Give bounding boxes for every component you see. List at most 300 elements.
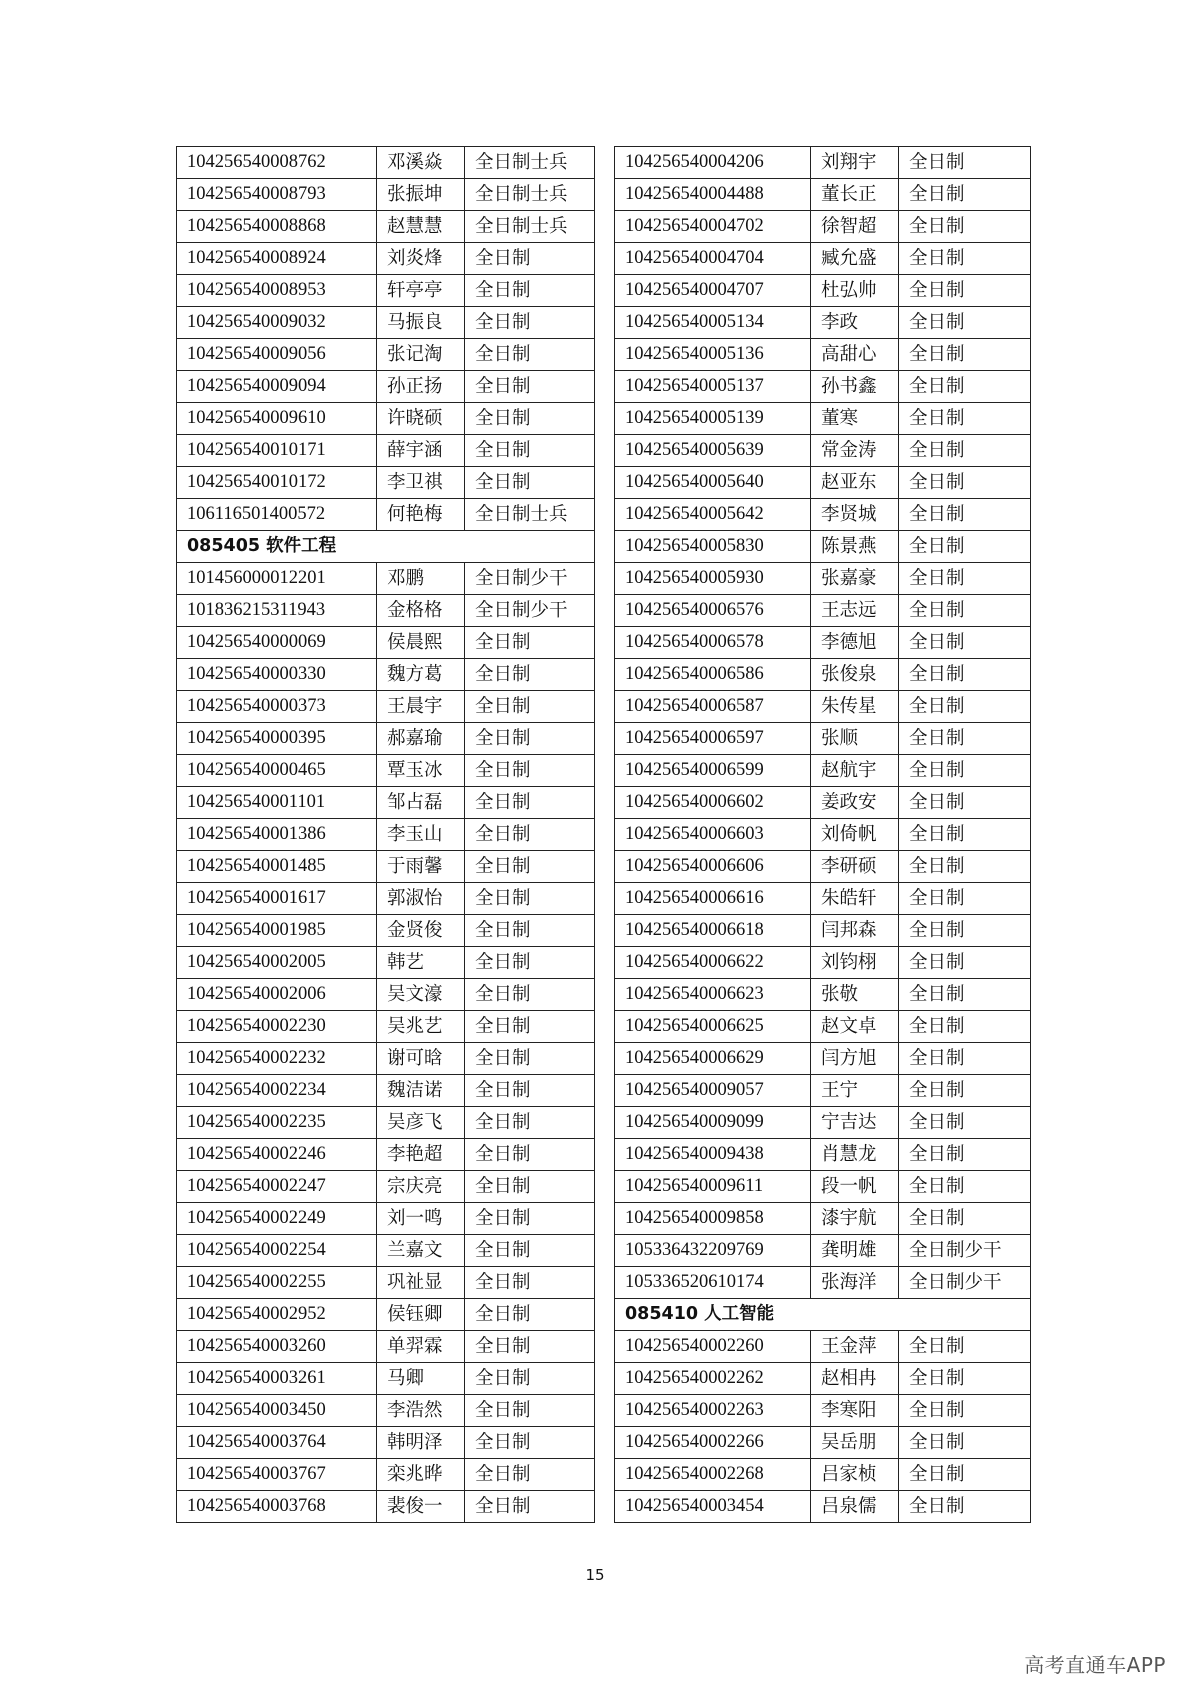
candidate-name-cell: 朱传星: [811, 691, 899, 723]
table-row: [615, 595, 1031, 627]
candidate-name-cell: 张振坤: [377, 179, 465, 211]
study-mode-cell: 全日制: [465, 819, 595, 851]
study-mode-cell: 全日制: [465, 275, 595, 307]
candidate-id-cell: 104256540003767: [177, 1459, 377, 1491]
candidate-id-cell: 104256540000330: [177, 659, 377, 691]
left-roster-table: [176, 146, 595, 1523]
candidate-name-cell: 轩亭亭: [377, 275, 465, 307]
table-row: [615, 851, 1031, 883]
candidate-id-cell: 104256540005640: [615, 467, 811, 499]
candidate-name-cell: 单羿霖: [377, 1331, 465, 1363]
table-row: [177, 1267, 595, 1299]
section-header-label: 085405 软件工程: [177, 531, 595, 563]
study-mode-cell: 全日制: [465, 1235, 595, 1267]
candidate-name-cell: 宗庆亮: [377, 1171, 465, 1203]
candidate-id-cell: 104256540004206: [615, 147, 811, 179]
candidate-name-cell: 王晨宇: [377, 691, 465, 723]
candidate-id-cell: 104256540005830: [615, 531, 811, 563]
study-mode-cell: 全日制: [899, 563, 1031, 595]
candidate-id-cell: 104256540006603: [615, 819, 811, 851]
table-row: [177, 1235, 595, 1267]
table-row: [615, 1491, 1031, 1523]
table-row: [177, 883, 595, 915]
study-mode-cell: 全日制: [899, 1011, 1031, 1043]
candidate-id-cell: 104256540006576: [615, 595, 811, 627]
study-mode-cell: 全日制: [899, 531, 1031, 563]
candidate-id-cell: 104256540004702: [615, 211, 811, 243]
study-mode-cell: 全日制: [899, 915, 1031, 947]
study-mode-cell: 全日制: [465, 723, 595, 755]
candidate-id-cell: 104256540009056: [177, 339, 377, 371]
table-row: [615, 1107, 1031, 1139]
candidate-name-cell: 郝嘉瑜: [377, 723, 465, 755]
candidate-id-cell: 104256540008868: [177, 211, 377, 243]
table-row: [615, 1043, 1031, 1075]
study-mode-cell: 全日制: [899, 883, 1031, 915]
study-mode-cell: 全日制: [899, 819, 1031, 851]
candidate-name-cell: 侯晨熙: [377, 627, 465, 659]
candidate-name-cell: 刘翔宇: [811, 147, 899, 179]
candidate-name-cell: 王宁: [811, 1075, 899, 1107]
candidate-id-cell: 104256540006578: [615, 627, 811, 659]
candidate-name-cell: 李政: [811, 307, 899, 339]
candidate-id-cell: 104256540004488: [615, 179, 811, 211]
study-mode-cell: 全日制: [465, 1427, 595, 1459]
study-mode-cell: 全日制: [465, 1171, 595, 1203]
candidate-name-cell: 李卫祺: [377, 467, 465, 499]
study-mode-cell: 全日制: [465, 1363, 595, 1395]
candidate-name-cell: 杜弘帅: [811, 275, 899, 307]
candidate-id-cell: 104256540008953: [177, 275, 377, 307]
study-mode-cell: 全日制少干: [465, 595, 595, 627]
table-row: [615, 531, 1031, 563]
candidate-name-cell: 赵慧慧: [377, 211, 465, 243]
candidate-id-cell: 104256540006606: [615, 851, 811, 883]
table-row: [177, 1491, 595, 1523]
candidate-id-cell: 104256540006625: [615, 1011, 811, 1043]
candidate-name-cell: 谢可晗: [377, 1043, 465, 1075]
table-row: [615, 979, 1031, 1011]
table-row: [615, 563, 1031, 595]
table-row: [615, 1011, 1031, 1043]
table-row: [177, 915, 595, 947]
candidate-id-cell: 104256540006597: [615, 723, 811, 755]
candidate-id-cell: 104256540006602: [615, 787, 811, 819]
candidate-id-cell: 104256540006616: [615, 883, 811, 915]
candidate-id-cell: 104256540002263: [615, 1395, 811, 1427]
study-mode-cell: 全日制: [899, 851, 1031, 883]
candidate-name-cell: 覃玉冰: [377, 755, 465, 787]
candidate-name-cell: 张顺: [811, 723, 899, 755]
study-mode-cell: 全日制少干: [899, 1267, 1031, 1299]
candidate-name-cell: 王金萍: [811, 1331, 899, 1363]
candidate-name-cell: 臧允盛: [811, 243, 899, 275]
study-mode-cell: 全日制: [899, 339, 1031, 371]
candidate-name-cell: 吴彦飞: [377, 1107, 465, 1139]
study-mode-cell: 全日制: [899, 1395, 1031, 1427]
candidate-id-cell: 104256540005642: [615, 499, 811, 531]
candidate-name-cell: 王志远: [811, 595, 899, 627]
study-mode-cell: 全日制: [899, 1139, 1031, 1171]
candidate-name-cell: 马卿: [377, 1363, 465, 1395]
table-row: [615, 275, 1031, 307]
candidate-name-cell: 刘倚帆: [811, 819, 899, 851]
section-header-row: [177, 531, 595, 563]
candidate-name-cell: 李玉山: [377, 819, 465, 851]
candidate-id-cell: 104256540009438: [615, 1139, 811, 1171]
candidate-name-cell: 陈景燕: [811, 531, 899, 563]
candidate-name-cell: 李艳超: [377, 1139, 465, 1171]
study-mode-cell: 全日制少干: [899, 1235, 1031, 1267]
candidate-name-cell: 徐智超: [811, 211, 899, 243]
candidate-name-cell: 段一帆: [811, 1171, 899, 1203]
study-mode-cell: 全日制: [465, 243, 595, 275]
table-row: [615, 1203, 1031, 1235]
candidate-id-cell: 104256540002268: [615, 1459, 811, 1491]
study-mode-cell: 全日制士兵: [465, 179, 595, 211]
study-mode-cell: 全日制: [465, 339, 595, 371]
candidate-id-cell: 104256540006623: [615, 979, 811, 1011]
table-row: [177, 1139, 595, 1171]
candidate-id-cell: 104256540009099: [615, 1107, 811, 1139]
right-roster-table: [614, 146, 1031, 1523]
candidate-id-cell: 104256540003768: [177, 1491, 377, 1523]
candidate-name-cell: 张敬: [811, 979, 899, 1011]
left-roster-body: [177, 147, 595, 1523]
table-row: [615, 947, 1031, 979]
study-mode-cell: 全日制: [899, 659, 1031, 691]
candidate-name-cell: 魏洁诺: [377, 1075, 465, 1107]
table-row: [177, 403, 595, 435]
table-row: [177, 1203, 595, 1235]
candidate-name-cell: 张俊泉: [811, 659, 899, 691]
table-row: [177, 275, 595, 307]
candidate-name-cell: 吴兆艺: [377, 1011, 465, 1043]
candidate-name-cell: 闫方旭: [811, 1043, 899, 1075]
candidate-name-cell: 金格格: [377, 595, 465, 627]
candidate-id-cell: 104256540002230: [177, 1011, 377, 1043]
candidate-name-cell: 薛宇涵: [377, 435, 465, 467]
candidate-name-cell: 兰嘉文: [377, 1235, 465, 1267]
study-mode-cell: 全日制: [465, 1203, 595, 1235]
table-row: [177, 1427, 595, 1459]
candidate-id-cell: 104256540005639: [615, 435, 811, 467]
candidate-id-cell: 104256540002234: [177, 1075, 377, 1107]
table-row: [177, 787, 595, 819]
candidate-name-cell: 闫邦森: [811, 915, 899, 947]
candidate-id-cell: 104256540002260: [615, 1331, 811, 1363]
candidate-name-cell: 许晓硕: [377, 403, 465, 435]
section-header-label: 085410 人工智能: [615, 1299, 1031, 1331]
study-mode-cell: 全日制: [465, 435, 595, 467]
candidate-name-cell: 孙正扬: [377, 371, 465, 403]
candidate-id-cell: 104256540005137: [615, 371, 811, 403]
table-row: [615, 1331, 1031, 1363]
table-row: [177, 1395, 595, 1427]
table-row: [615, 499, 1031, 531]
study-mode-cell: 全日制: [899, 1331, 1031, 1363]
study-mode-cell: 全日制: [899, 979, 1031, 1011]
candidate-id-cell: 104256540005136: [615, 339, 811, 371]
study-mode-cell: 全日制: [465, 1011, 595, 1043]
table-row: [615, 1395, 1031, 1427]
candidate-name-cell: 吕家桢: [811, 1459, 899, 1491]
study-mode-cell: 全日制: [465, 1267, 595, 1299]
right-roster-body: [615, 147, 1031, 1523]
candidate-name-cell: 侯钰卿: [377, 1299, 465, 1331]
table-row: [615, 883, 1031, 915]
table-row: [615, 915, 1031, 947]
study-mode-cell: 全日制: [899, 787, 1031, 819]
table-row: [177, 1299, 595, 1331]
study-mode-cell: 全日制: [899, 1107, 1031, 1139]
study-mode-cell: 全日制士兵: [465, 147, 595, 179]
table-row: [177, 1459, 595, 1491]
study-mode-cell: 全日制: [899, 1171, 1031, 1203]
study-mode-cell: 全日制: [899, 1491, 1031, 1523]
study-mode-cell: 全日制: [899, 499, 1031, 531]
study-mode-cell: 全日制: [465, 851, 595, 883]
table-row: [615, 1171, 1031, 1203]
table-row: [615, 691, 1031, 723]
candidate-id-cell: 104256540009858: [615, 1203, 811, 1235]
table-row: [615, 403, 1031, 435]
candidate-id-cell: 104256540001617: [177, 883, 377, 915]
candidate-id-cell: 104256540009057: [615, 1075, 811, 1107]
candidate-id-cell: 104256540000395: [177, 723, 377, 755]
candidate-id-cell: 101836215311943: [177, 595, 377, 627]
study-mode-cell: 全日制: [899, 755, 1031, 787]
candidate-name-cell: 刘炎烽: [377, 243, 465, 275]
candidate-id-cell: 104256540008762: [177, 147, 377, 179]
table-row: [177, 819, 595, 851]
candidate-name-cell: 于雨馨: [377, 851, 465, 883]
candidate-id-cell: 104256540010172: [177, 467, 377, 499]
table-row: [615, 787, 1031, 819]
study-mode-cell: 全日制: [465, 1395, 595, 1427]
section-header-row: [615, 1299, 1031, 1331]
candidate-id-cell: 104256540009611: [615, 1171, 811, 1203]
candidate-name-cell: 邓鹏: [377, 563, 465, 595]
candidate-id-cell: 101456000012201: [177, 563, 377, 595]
table-row: [615, 179, 1031, 211]
study-mode-cell: 全日制少干: [465, 563, 595, 595]
candidate-id-cell: 104256540003450: [177, 1395, 377, 1427]
study-mode-cell: 全日制: [899, 1075, 1031, 1107]
candidate-name-cell: 韩明泽: [377, 1427, 465, 1459]
candidate-id-cell: 104256540002266: [615, 1427, 811, 1459]
study-mode-cell: 全日制: [465, 1331, 595, 1363]
table-row: [177, 563, 595, 595]
table-row: [177, 499, 595, 531]
candidate-id-cell: 104256540008924: [177, 243, 377, 275]
table-row: [177, 1107, 595, 1139]
table-row: [177, 979, 595, 1011]
study-mode-cell: 全日制: [899, 467, 1031, 499]
table-row: [177, 339, 595, 371]
candidate-name-cell: 赵航宇: [811, 755, 899, 787]
candidate-id-cell: 104256540008793: [177, 179, 377, 211]
candidate-id-cell: 104256540009610: [177, 403, 377, 435]
table-row: [177, 1331, 595, 1363]
candidate-id-cell: 104256540006618: [615, 915, 811, 947]
watermark-text: 高考直通车APP: [1024, 1653, 1166, 1677]
table-row: [615, 435, 1031, 467]
candidate-id-cell: 104256540002246: [177, 1139, 377, 1171]
candidate-name-cell: 漆宇航: [811, 1203, 899, 1235]
study-mode-cell: 全日制: [899, 147, 1031, 179]
study-mode-cell: 全日制: [899, 595, 1031, 627]
table-row: [177, 659, 595, 691]
candidate-id-cell: 104256540009094: [177, 371, 377, 403]
candidate-name-cell: 马振良: [377, 307, 465, 339]
table-row: [177, 755, 595, 787]
study-mode-cell: 全日制: [465, 691, 595, 723]
candidate-id-cell: 104256540001386: [177, 819, 377, 851]
study-mode-cell: 全日制: [899, 1203, 1031, 1235]
table-row: [615, 723, 1031, 755]
study-mode-cell: 全日制: [465, 1075, 595, 1107]
candidate-id-cell: 104256540002006: [177, 979, 377, 1011]
study-mode-cell: 全日制: [465, 947, 595, 979]
study-mode-cell: 全日制: [465, 1139, 595, 1171]
candidate-id-cell: 105336432209769: [615, 1235, 811, 1267]
candidate-name-cell: 李寒阳: [811, 1395, 899, 1427]
study-mode-cell: 全日制: [465, 627, 595, 659]
candidate-name-cell: 邹占磊: [377, 787, 465, 819]
candidate-name-cell: 韩艺: [377, 947, 465, 979]
candidate-id-cell: 104256540003764: [177, 1427, 377, 1459]
study-mode-cell: 全日制: [465, 883, 595, 915]
table-row: [177, 467, 595, 499]
study-mode-cell: 全日制: [465, 979, 595, 1011]
table-row: [615, 659, 1031, 691]
table-row: [177, 435, 595, 467]
table-row: [615, 1235, 1031, 1267]
study-mode-cell: 全日制: [899, 723, 1031, 755]
candidate-name-cell: 吕泉儒: [811, 1491, 899, 1523]
candidate-name-cell: 李研硕: [811, 851, 899, 883]
candidate-id-cell: 104256540003454: [615, 1491, 811, 1523]
candidate-id-cell: 104256540005930: [615, 563, 811, 595]
candidate-id-cell: 106116501400572: [177, 499, 377, 531]
table-row: [615, 1267, 1031, 1299]
table-row: [615, 1075, 1031, 1107]
candidate-id-cell: 104256540004707: [615, 275, 811, 307]
study-mode-cell: 全日制: [899, 691, 1031, 723]
candidate-name-cell: 吴文濠: [377, 979, 465, 1011]
candidate-name-cell: 李贤城: [811, 499, 899, 531]
study-mode-cell: 全日制: [899, 275, 1031, 307]
table-row: [177, 851, 595, 883]
candidate-name-cell: 高甜心: [811, 339, 899, 371]
table-row: [177, 211, 595, 243]
page-number: 15: [585, 1566, 605, 1584]
candidate-name-cell: 宁吉达: [811, 1107, 899, 1139]
candidate-id-cell: 104256540000465: [177, 755, 377, 787]
candidate-name-cell: 刘钧栩: [811, 947, 899, 979]
study-mode-cell: 全日制: [465, 1491, 595, 1523]
candidate-name-cell: 董寒: [811, 403, 899, 435]
study-mode-cell: 全日制: [465, 1299, 595, 1331]
study-mode-cell: 全日制: [899, 1043, 1031, 1075]
candidate-name-cell: 巩祉显: [377, 1267, 465, 1299]
table-row: [177, 1011, 595, 1043]
table-row: [177, 723, 595, 755]
study-mode-cell: 全日制: [465, 371, 595, 403]
candidate-id-cell: 104256540002247: [177, 1171, 377, 1203]
candidate-id-cell: 104256540001485: [177, 851, 377, 883]
study-mode-cell: 全日制: [899, 179, 1031, 211]
study-mode-cell: 全日制: [899, 403, 1031, 435]
table-row: [177, 627, 595, 659]
study-mode-cell: 全日制: [899, 627, 1031, 659]
candidate-id-cell: 104256540006622: [615, 947, 811, 979]
study-mode-cell: 全日制: [899, 1363, 1031, 1395]
study-mode-cell: 全日制士兵: [465, 211, 595, 243]
candidate-name-cell: 金贤俊: [377, 915, 465, 947]
candidate-name-cell: 姜政安: [811, 787, 899, 819]
candidate-id-cell: 104256540000069: [177, 627, 377, 659]
study-mode-cell: 全日制士兵: [465, 499, 595, 531]
candidate-name-cell: 裴俊一: [377, 1491, 465, 1523]
candidate-name-cell: 朱皓轩: [811, 883, 899, 915]
candidate-id-cell: 104256540002249: [177, 1203, 377, 1235]
candidate-id-cell: 104256540000373: [177, 691, 377, 723]
candidate-id-cell: 104256540006587: [615, 691, 811, 723]
table-row: [615, 819, 1031, 851]
table-row: [177, 179, 595, 211]
study-mode-cell: 全日制: [465, 755, 595, 787]
table-row: [615, 147, 1031, 179]
candidate-name-cell: 常金涛: [811, 435, 899, 467]
table-row: [615, 371, 1031, 403]
study-mode-cell: 全日制: [465, 1107, 595, 1139]
table-row: [177, 947, 595, 979]
table-row: [177, 307, 595, 339]
table-row: [615, 339, 1031, 371]
candidate-id-cell: 104256540009032: [177, 307, 377, 339]
candidate-id-cell: 104256540002255: [177, 1267, 377, 1299]
table-row: [177, 243, 595, 275]
candidate-name-cell: 肖慧龙: [811, 1139, 899, 1171]
candidate-name-cell: 吴岳朋: [811, 1427, 899, 1459]
study-mode-cell: 全日制: [899, 243, 1031, 275]
table-row: [615, 307, 1031, 339]
table-row: [177, 595, 595, 627]
candidate-name-cell: 李浩然: [377, 1395, 465, 1427]
study-mode-cell: 全日制: [465, 787, 595, 819]
table-row: [615, 1363, 1031, 1395]
candidate-name-cell: 魏方葛: [377, 659, 465, 691]
study-mode-cell: 全日制: [465, 659, 595, 691]
candidate-name-cell: 赵文卓: [811, 1011, 899, 1043]
candidate-name-cell: 郭淑怡: [377, 883, 465, 915]
table-row: [177, 1075, 595, 1107]
study-mode-cell: 全日制: [465, 1459, 595, 1491]
candidate-name-cell: 何艳梅: [377, 499, 465, 531]
table-row: [177, 1363, 595, 1395]
study-mode-cell: 全日制: [465, 403, 595, 435]
table-row: [177, 1171, 595, 1203]
candidate-id-cell: 104256540006586: [615, 659, 811, 691]
candidate-name-cell: 邓溪焱: [377, 147, 465, 179]
study-mode-cell: 全日制: [899, 211, 1031, 243]
candidate-id-cell: 104256540003261: [177, 1363, 377, 1395]
candidate-id-cell: 104256540005139: [615, 403, 811, 435]
table-row: [177, 1043, 595, 1075]
candidate-name-cell: 栾兆晔: [377, 1459, 465, 1491]
